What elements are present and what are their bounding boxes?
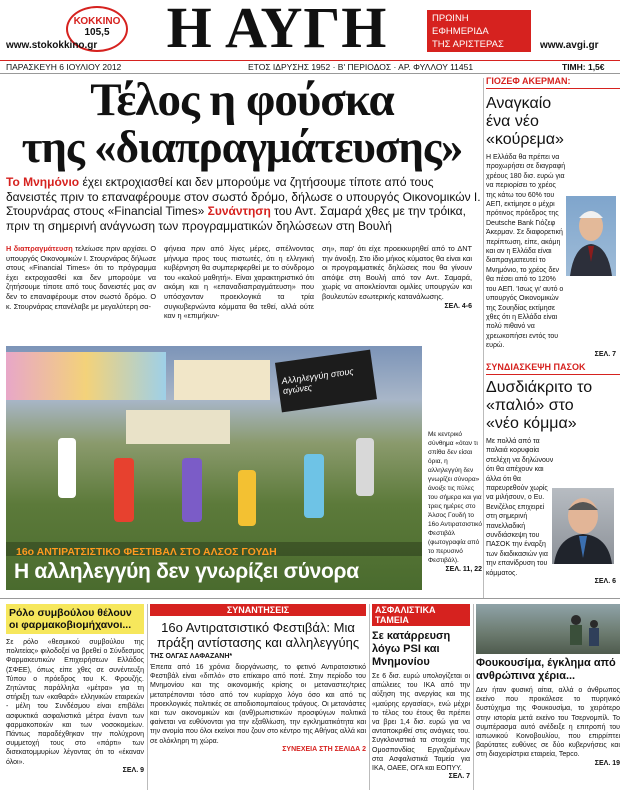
bottom-rule: [0, 598, 620, 599]
lead-red-keyword-1: Το Μνημόνιο: [6, 175, 80, 189]
insurance-title[interactable]: Σε κατάρρευση λόγω PSI και Μνημονίου: [372, 630, 451, 668]
akerman-portrait: [566, 196, 616, 276]
pharma-title[interactable]: Ρόλο συμβούλου θέλουν οι φαρμακοβιομήχανοι...: [6, 604, 144, 634]
encounters-kicker: ΣΥΝΑΝΤΗΣΕΙΣ: [150, 604, 366, 616]
issue-price: ΤΙΜΗ: 1,5€: [562, 62, 605, 72]
lead-text-2: του Αντ. Σαμαρά χθες με την τρόικα, πριν τη σημερινή ανάγνωση των προγραμματικών δηλώσεων στη Βουλή: [6, 204, 466, 233]
painted-banner-lower: [126, 410, 230, 444]
child-figure: [356, 438, 374, 496]
lead-column-2: φήνεια πριν από λίγες μέρες, σπέλνοντας μήνυμα προς τους πιστωτές, ότι η ελληνική κυβέρνηση θα συμπεριφερθεί με το σύνδρομο του «καλού μαθητή». Είναι χαρακτηριστικό ότι ακόμη και η «επαναδιαπραγμάτευση» που υπόσχονταν προεκλογικά τα τρία συγκυβερνώντα κόμματα θα τεθεί, αλλά ούτε καν η «επιμήκυν-: [164, 244, 314, 321]
pasok-page-ref[interactable]: ΣΕΛ. 6: [594, 578, 616, 586]
column-divider: [483, 78, 484, 598]
lead-column-3: [322, 244, 472, 311]
child-figure: [238, 470, 256, 526]
radio-name: ΚΟΚΚΙΝΟ: [73, 16, 121, 27]
lead-text-1: έχει εκτροχιασθεί και δεν μπορούμε να ζητήσουμε τίποτε από τους δανειστές πριν το επαναφέρουμε στον σωστό δρόμο, δήλωσε ο υπουργός Οικονομικών Ι. Στουρνάρας στους «Financial Times»: [6, 175, 481, 218]
col1-text: τελείωσε πριν αρχίσει. Ο υπουργός Οικονομικών Ι. Στουρνάρας δήλωσε στους «Financial Times» ότι το πρόγραμμα έχει εκτροχιασθεί και δεν μπορούμε να ζητήσουμε τίποτε από τους δανειστές μας αν δεν το επαναφέρουμε στον σωστό δρόμο. Ο κ. Στουρνάρας επανέλαβε με μεγαλύτερη σα-: [6, 244, 157, 311]
founding-info: ΕΤΟΣ ΙΔΡΥΣΗΣ 1952 · Β' ΠΕΡΙΟΔΟΣ · ΑΡ. ΦΥΛΛΟΥ 11451: [248, 62, 474, 72]
pharma-text: Σε ρόλο «θεσμικού συμβούλου της πολιτείας» φιλοδοξεί να βρεθεί ο Σύνδεσμος Φαρμακευτικών Επιχειρήσεων Ελλάδος (ΣΦΕΕ), όπως είπε χθες σε συνέντευξη Τύπου ο πρόεδρος του Κ. Φρουζής. Ζητώντας παράλληλα «μέτρα» για τη στήριξη των «καθαρά» ελληνικών εταιρειών - μέλη του Συνδέσμου είναι επιβάλει ασφυκτικά ασφαλιστικά μέτρα έναντι των φαρμακοποιών και των νοσοκομείων. Πάντως παραδέχθηκαν την πολύχρονη συμμετοχή τους στο «πάρτι» των δισεκατομμυρίων λέγοντας ότι το «έκαναν όλοι».: [6, 639, 144, 766]
pasok-title[interactable]: Δυσδιάκριτο το «παλιό» στο «νέο κόμμα»: [486, 379, 593, 432]
photo-side-text: Με κεντρικό σύνθημα «όταν τι σπίθα δεν είσαι όρια, η αλληλεγγύη δεν γνωρίζει σύνορα» άνοιξε τις πύλες του σήμερα και για τρεις ημέρες στο Άλσος Γουδή το 16ο Αντιρατσιστικό Φεστιβάλ (φωτογραφία από το περυσινό Φεστιβάλ).: [428, 431, 482, 564]
photo-side-note: [428, 430, 482, 574]
fukushima-photo: [476, 604, 620, 654]
akerman-kicker: ΓΙΟΖΕΦ ΑΚΕΡΜΑΝ:: [486, 76, 620, 89]
painted-banner-center: [174, 360, 270, 400]
newspaper-subtitle: [427, 10, 531, 52]
column-divider: [473, 604, 474, 790]
lead-red-keyword-2: Συνάντηση: [207, 204, 271, 218]
subtitle-line-2: ΕΦΗΜΕΡΙΔΑ: [432, 26, 489, 37]
child-figure: [114, 458, 134, 522]
newspaper-title: Η ΑΥΓΗ: [166, 0, 388, 60]
lead-paragraph: [6, 175, 482, 233]
festival-opinion-text: Έπειτα από 16 χρόνια διοργάνωσης, το φετινό Αντιρατσιστικό Φεστιβάλ είναι «διπλό» στο επίκαιρο από ποτέ. Στην περίοδο του Μνημονίου και της οικονομικής κρίσης οι μεταναστες/τριες μετατρέπονται τόσο από τον κυρίαρχο λόγο όσο και από τις προεκλογικές πολιτικές σε αποδιοπομπαίους τράγους. Οι μετανάστες και των οικονομικών και (ανθ)ρωπιστικών προσφύγων πολιτικά φαίνεται να ευθύνονται για την εξαθλίωση, την εγκληματικότητα και την ανομία που όλοι εκείνοι που ζουν στο κέντρο της Αθήνας αλλά και σε ολόκληρη τη χώρα.: [150, 664, 366, 745]
festival-photo[interactable]: [6, 346, 422, 590]
newspaper-url[interactable]: www.avgi.gr: [540, 40, 599, 51]
photo-page-ref[interactable]: ΣΕΛ. 11, 22: [445, 566, 482, 573]
insurance-article: [372, 604, 470, 780]
festival-continues-ref[interactable]: ΣΥΝΕΧΕΙΑ ΣΤΗ ΣΕΛΙΔΑ 2: [282, 745, 366, 753]
akerman-text: Η Ελλάδα θα πρέπει να προχωρήσει σε διαγραφή χρέους 180 δισ. ευρώ για να περιορίσει το χρέος της κάτω του 60% του ΑΕΠ, εκτίμησε ο μέχρι πρότινος πρόεδρος της Deutsche Bank Γιόζεφ Άκερμαν. Σε διαφορετική περίπτωση, είπε, ακόμη και αν η Ελλάδα είναι διαπραγματευτεί το Μνημόνιο, το χρέος δεν θα πέσει από το 120% του ΑΕΠ. 'Ισως γι' αυτό ο υπουργός Οικονομικών της Σουηδίας εκτίμησε χθες ότι η Ελλάδα είναι πολύ πιθανό να χρεωκοπήσει εντός του ευρώ.: [486, 154, 566, 350]
radio-url[interactable]: www.stokokkino.gr: [6, 40, 98, 51]
dateline-bar: [0, 60, 620, 74]
col1-red-start: Η διαπραγμάτευση: [6, 244, 73, 253]
festival-opinion-title[interactable]: 16ο Αντιρατσιστικό Φεστιβάλ: Μια πράξη αντίστασης και αλληλεγγύης: [156, 620, 360, 650]
fukushima-title[interactable]: Φουκουσίμα, έγκλημα από ανθρώπινα χέρια...: [476, 657, 616, 682]
akerman-page-ref[interactable]: ΣΕΛ. 7: [594, 350, 616, 358]
insurance-page-ref[interactable]: ΣΕΛ. 7: [448, 773, 470, 781]
fukushima-page-ref[interactable]: ΣΕΛ. 19: [594, 759, 620, 767]
pasok-text: Με πολλά από τα παλαιά κορυφαία στελέχη να δηλώνουν ότι θα απέχουν και άλλα ότι θα παρευρεθούν χωρίς να μιλήσουν, ο Ευ. Βενιζέλος επιχειρεί στη σημερινή πανελλαδική συνδιάσκεψη του ΠΑΣΟΚ την έναρξη των διαδικασιών για την επανίδρυση του κόμματος.: [486, 438, 554, 577]
lead-page-ref[interactable]: ΣΕΛ. 4-6: [444, 302, 472, 310]
festival-opinion-article: [150, 604, 366, 753]
photo-caption: 16ο ΑΝΤΙΡΑΤΣΙΣΤΙΚΟ ΦΕΣΤΙΒΑΛ ΣΤΟ ΑΛΣΟΣ ΓΟΥΔΗ: [16, 546, 277, 558]
venizelos-portrait: [552, 488, 614, 564]
lead-column-1: [6, 244, 156, 311]
subtitle-line-1: ΠΡΩΙΝΗ: [432, 13, 469, 24]
masthead: [0, 0, 620, 60]
pasok-kicker: ΣΥΝΔΙΑΣΚΕΨΗ ΠΑΣΟΚ: [486, 362, 620, 375]
column-divider: [369, 604, 370, 790]
fukushima-text: Δεν ήταν φυσική αίτια, αλλά ο άνθρωπος εκείνο που προκάλεσε το πυρηνικό δυστύχημα της Φουκουσίμα, το χειρότερο στην ιστορία μετά εκείνο του Τσερνομπίλ. Το συμπέρασμα αυτό ανέδειξε η επιτροπή του ιαπωνικού Κοινοβουλίου, που επιρρίπτει βαρύτατες ευθύνες σε δύο κυβερνήσεις και στη διαχειρίστρια εταιρεία, Tepco.: [476, 687, 620, 759]
black-banner: Αλληλεγγύη στους αγώνες: [275, 350, 377, 413]
child-figure: [182, 458, 202, 522]
akerman-title[interactable]: Αναγκαίο ένα νέο «κούρεμα»: [486, 95, 564, 148]
opinion-author: ΤΗΣ ΟΛΓΑΣ ΛΑΦΑΖΑΝΗ*: [150, 653, 233, 660]
photo-headline[interactable]: Η αλληλεγγύη δεν γνωρίζει σύνορα: [14, 560, 359, 583]
col3-text: ση», παρ' ότι είχε προεκκυρηθεί από το ΔΝΤ την άνοιξη. Στο ίδιο μήκος κύματος θα είναι και οι προγραμματικές δηλώσεις που θα γίνουν απόψε στη Βουλή από τον Αντ. Σαμαρά, χωρίς να αποκλείονται ομιλίες υπουργών και βουλευτών εσωτερικής κατανάλωσης.: [322, 244, 472, 301]
subtitle-line-3: ΤΗΣ ΑΡΙΣΤΕΡΑΣ: [432, 39, 504, 50]
pharma-article: [6, 604, 144, 774]
pharma-page-ref[interactable]: ΣΕΛ. 9: [122, 766, 144, 774]
column-divider: [147, 604, 148, 790]
issue-date: ΠΑΡΑΣΚΕΥΗ 6 ΙΟΥΛΙΟΥ 2012: [6, 62, 122, 72]
fukushima-article: [476, 604, 620, 767]
insurance-text: Σε 6 δισ. ευρώ υπολογίζεται οι απώλειες του ΙΚΑ από την αύξηση της ανεργίας και της «μαύρης εργασίας», ενώ μέχρι το τέλος του έτους θα πρέπει να βρει 1,4 δισ. ευρώ για να ανταποκριθεί στις ανάγκες του. Συγκλονιστικά τα στοιχεία της Ομοσπονδίας Εργαζομένων στα Ασφαλιστικά Ταμεία για ΙΚΑ, ΟΑΕΕ, ΟΓΑ και ΕΟΠΥΥ.: [372, 673, 470, 773]
radio-frequency: 105,5: [84, 27, 110, 38]
painted-banner-left: [6, 352, 166, 400]
main-headline-line-1[interactable]: Τέλος η φούσκα: [90, 74, 394, 126]
child-figure: [58, 438, 76, 498]
main-headline-line-2[interactable]: της «διαπραγμάτευσης»: [21, 122, 463, 172]
insurance-kicker: ΑΣΦΑΛΙΣΤΙΚΑ ΤΑΜΕΙΑ: [372, 604, 470, 626]
child-figure: [304, 454, 324, 518]
